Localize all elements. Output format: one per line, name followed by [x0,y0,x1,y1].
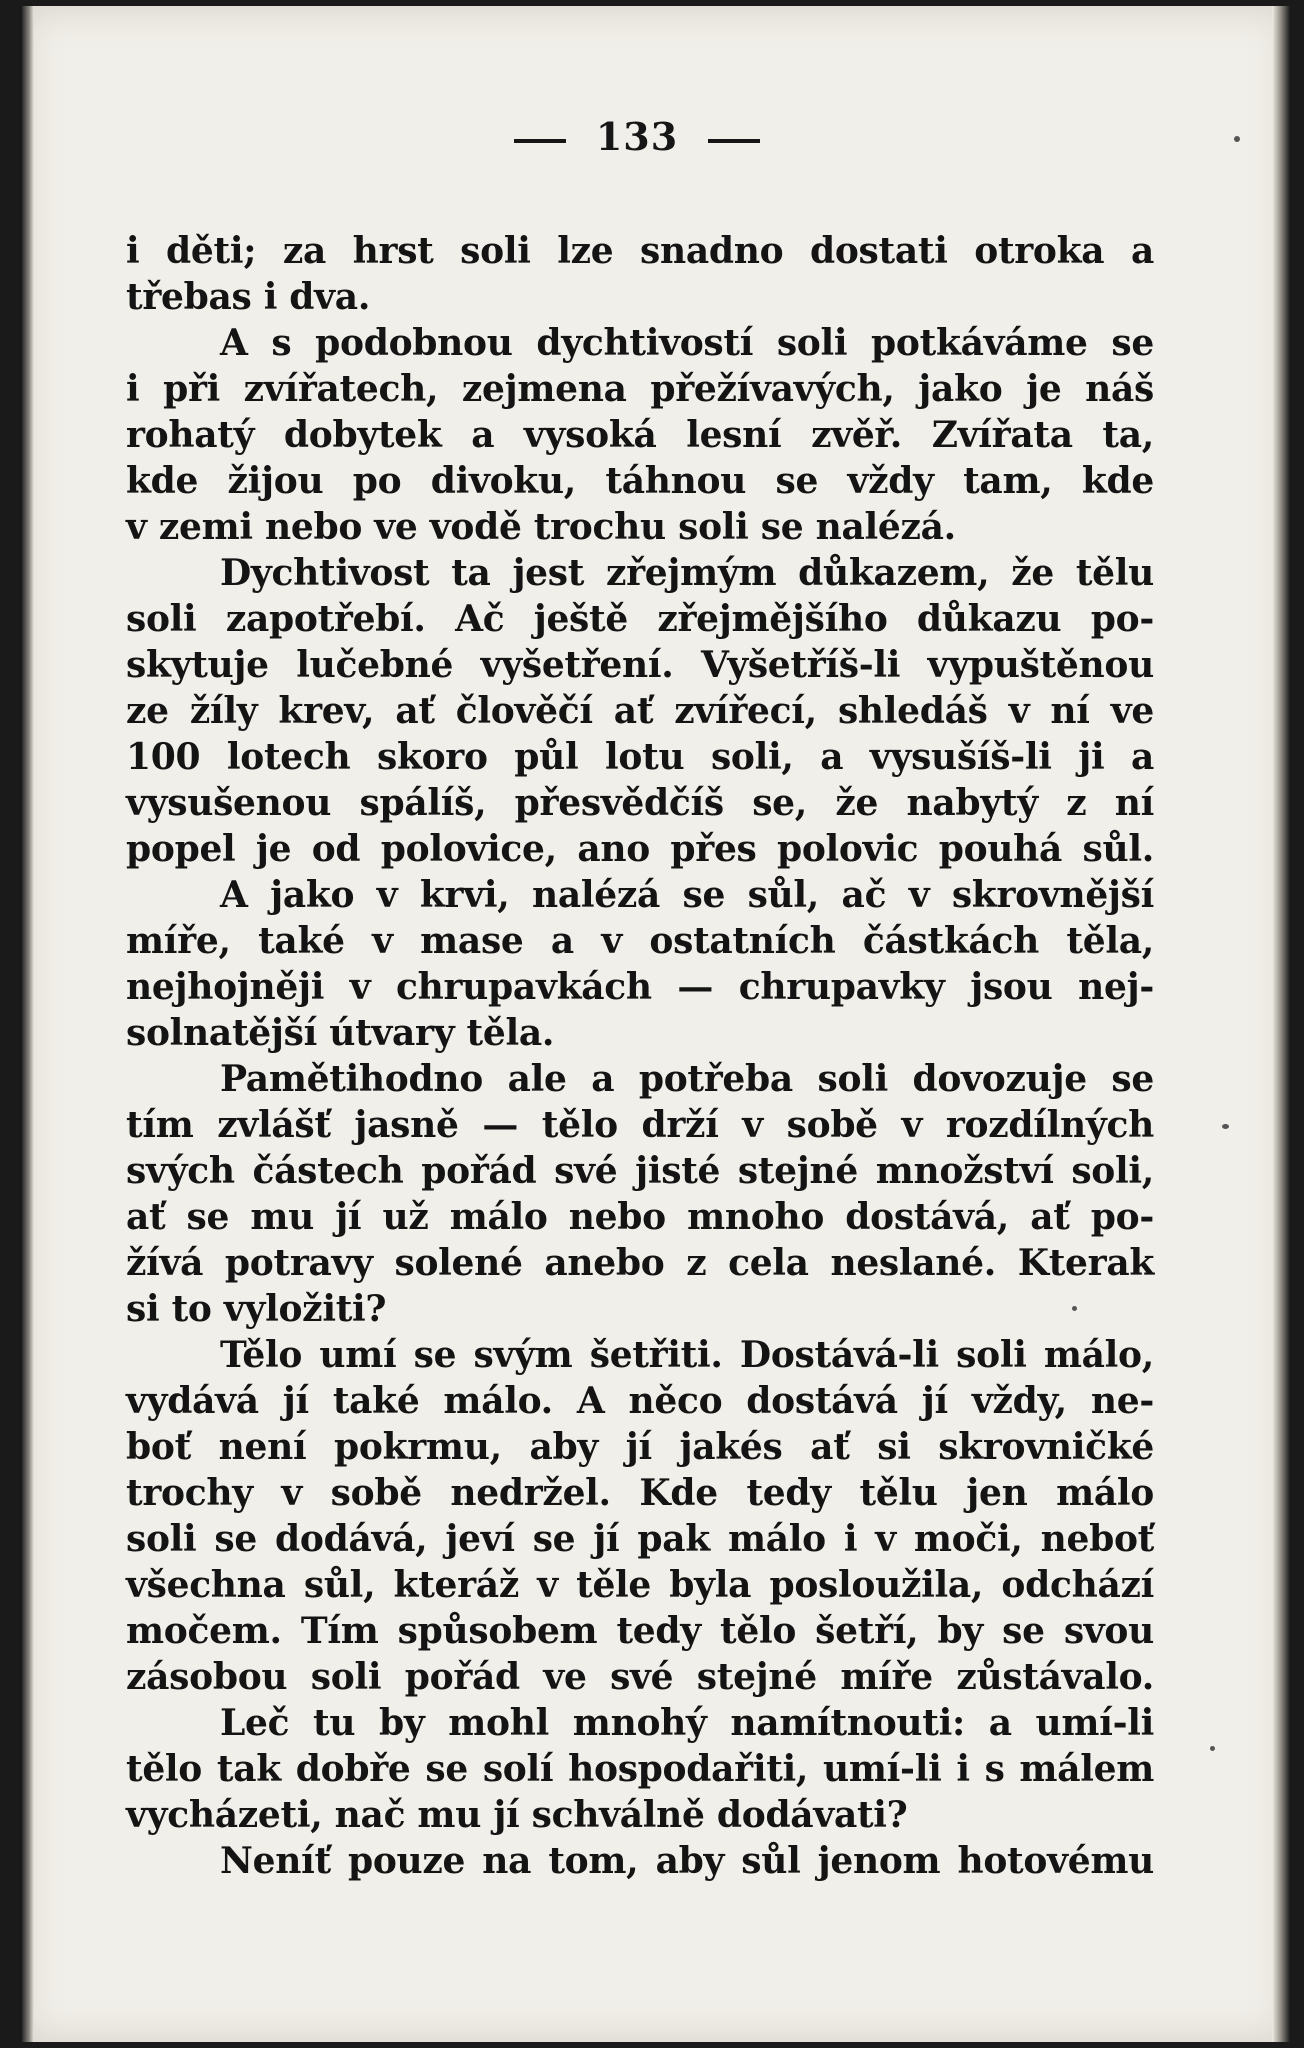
text-line: vydává jí také málo. A něco dostává jí vždy, ne- [126,1380,1154,1422]
text-line: svých částech pořád své jisté stejné množství soli, [126,1150,1154,1192]
text-line: močem. Tím spůsobem tedy tělo šetří, by se svou [126,1610,1154,1652]
text-line: boť není pokrmu, aby jí jakés ať si skrovničké [126,1426,1154,1468]
text-line: Leč tu by mohl mnohý namítnouti: a umí-li [220,1702,1154,1744]
text-line: míře, také v mase a v ostatních částkách těla, [126,920,1154,962]
paper-speck [1234,136,1240,142]
text-line: soli se dodává, jeví se jí pak málo i v moči, neboť [126,1518,1154,1560]
text-line: Tělo umí se svým šetřiti. Dostává-li soli málo, [220,1334,1154,1376]
text-line: v zemi nebo ve vodě trochu soli se nalézá. [126,506,956,548]
text-line: soli zapotřebí. Ač ještě zřejmějšího důkazu po- [126,598,1154,640]
text-line: vysušenou spálíš, přesvědčíš se, že nabytý z ní [126,782,1154,824]
text-line: nejhojněji v chrupavkách — chrupavky jsou nej- [126,966,1154,1008]
text-line: Dychtivost ta jest zřejmým důkazem, že tělu [220,552,1154,594]
text-line: ať se mu jí už málo nebo mnoho dostává, ať po- [126,1196,1154,1238]
text-line: trochy v sobě nedržel. Kde tedy tělu jen málo [126,1472,1154,1514]
paper-speck [1210,1746,1215,1751]
page-number-right-dash [708,139,760,143]
book-page [22,6,1290,2042]
page-number-left-dash [514,139,566,143]
text-line: si to vyložiti? [126,1288,387,1330]
text-line: žívá potravy solené anebo z cela neslané. Kterak [126,1242,1154,1284]
text-line: kde žijou po divoku, táhnou se vždy tam, kde [126,460,1154,502]
page-number-header [22,114,1252,159]
text-line: třebas i dva. [126,276,371,318]
paper-speck [1072,1306,1077,1311]
text-line: Neníť pouze na tom, aby sůl jenom hotovému [220,1840,1154,1882]
text-line: rohatý dobytek a vysoká lesní zvěř. Zvířata ta, [126,414,1154,456]
text-line: i při zvířatech, zejmena přežívavých, jako je náš [126,368,1154,410]
text-line: Pamětihodno ale a potřeba soli dovozuje se [220,1058,1154,1100]
text-line: tělo tak dobře se solí hospodařiti, umí-li i s málem [126,1748,1154,1790]
text-line: všechna sůl, kteráž v těle byla posloužila, odchází [126,1564,1154,1606]
text-line: i děti; za hrst soli lze snadno dostati otroka a [126,230,1154,272]
body-text [126,228,1154,1884]
text-line: popel je od polovice, ano přes polovic pouhá sůl. [126,828,1154,870]
text-line: skytuje lučebné vyšetření. Vyšetříš-li vypuštěnou [126,644,1154,686]
text-line: A jako v krvi, nalézá se sůl, ač v skrovnější [220,874,1154,916]
page-number: 133 [595,114,679,159]
paper-speck [1222,1124,1229,1129]
text-line: solnatější útvary těla. [126,1012,555,1054]
text-line: 100 lotech skoro půl lotu soli, a vysušíš-li ji a [126,736,1154,778]
text-line: tím zvlášť jasně — tělo drží v sobě v rozdílných [126,1104,1154,1146]
text-line: ze žíly krev, ať člověčí ať zvířecí, shledáš v ní ve [126,690,1154,732]
text-line: A s podobnou dychtivostí soli potkáváme se [220,322,1154,364]
page-binding-edge [22,6,34,2042]
text-line: vycházeti, nač mu jí schválně dodávati? [126,1794,908,1836]
text-line: zásobou soli pořád ve své stejné míře zůstávalo. [126,1656,1154,1698]
page-right-edge [1272,6,1290,2042]
